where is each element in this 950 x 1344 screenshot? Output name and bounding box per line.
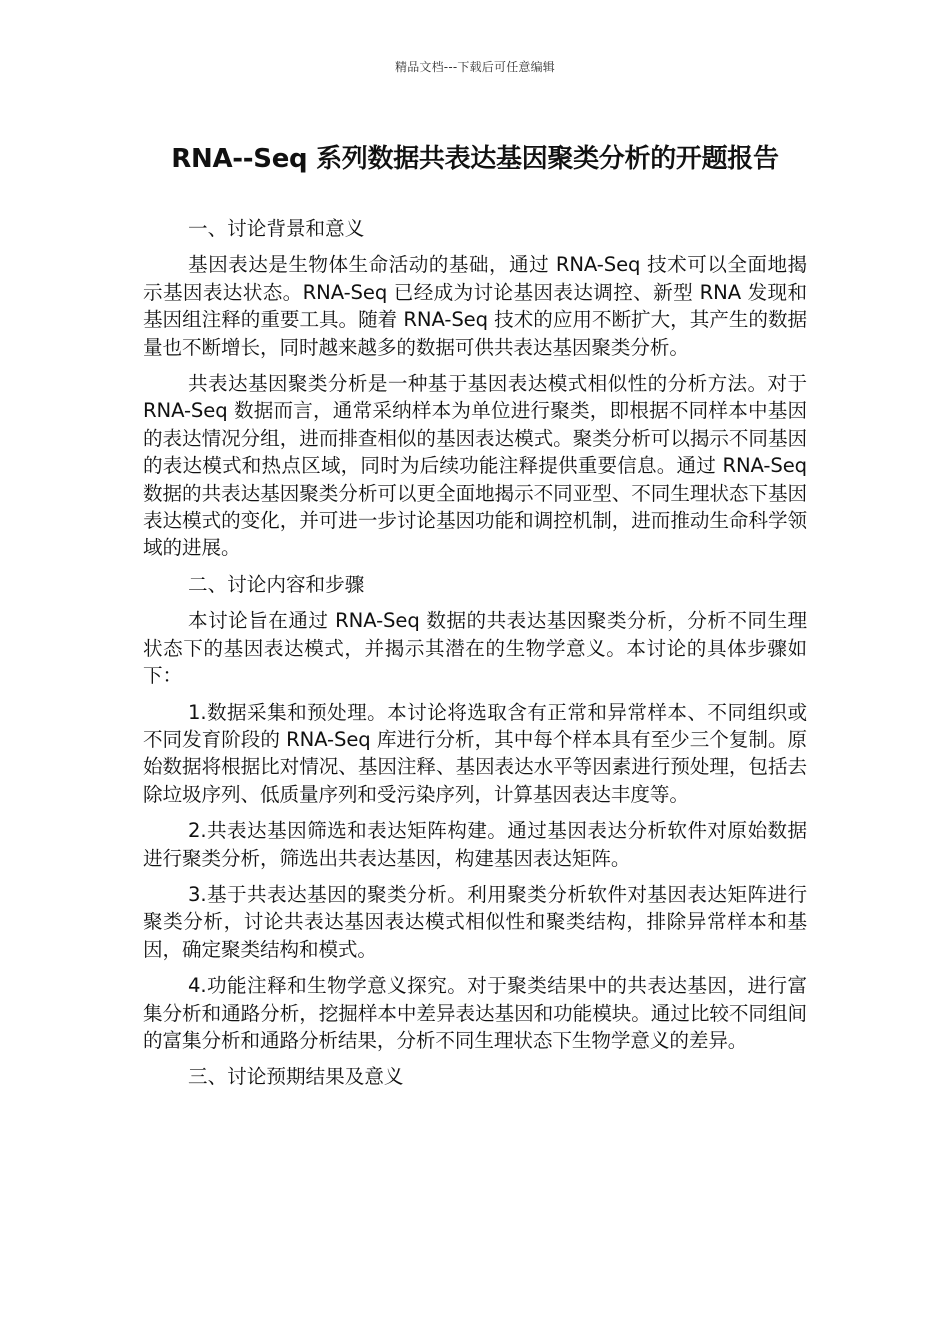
paragraph-step-1: 1.数据采集和预处理。本讨论将选取含有正常和异常样本、不同组织或不同发育阶段的 RNA-Seq 库进行分析，其中每个样本具有至少三个复制。原始数据将根据比对情况、基因注释、基因表达水平等因素进行预处理，包括去除垃圾序列、低质量序列和受污染序列，计算基因表达丰度等。	[143, 700, 807, 806]
paragraph-content-intro: 本讨论旨在通过 RNA-Seq 数据的共表达基因聚类分析，分析不同生理状态下的基因表达模式，并揭示其潜在的生物学意义。本讨论的具体步骤如下：	[143, 609, 807, 688]
document-body	[143, 215, 807, 1100]
document-title: RNA--Seq 系列数据共表达基因聚类分析的开题报告	[171, 144, 779, 174]
paragraph-background-1: 基因表达是生物体生命活动的基础，通过 RNA-Seq 技术可以全面地揭示基因表达状态。RNA-Seq 已经成为讨论基因表达调控、新型 RNA 发现和基因组注释的重要工具。随着 RNA-Seq 技术的应用不断扩大，其产生的数据量也不断增长，同时越来越多的数据可供共表达基因聚类分析。	[143, 253, 807, 359]
paragraph-background-2: 共表达基因聚类分析是一种基于基因表达模式相似性的分析方法。对于 RNA-Seq 数据而言，通常采纳样本为单位进行聚类，即根据不同样本中基因的表达情况分组，进而排查相似的基因表达模式。聚类分析可以揭示不同基因的表达模式和热点区域，同时为后续功能注释提供重要信息。通过 RNA-Seq 数据的共表达基因聚类分析可以更全面地揭示不同亚型、不同生理状态下基因表达模式的变化，并可进一步讨论基因功能和调控机制，进而推动生命科学领域的进展。	[143, 372, 807, 560]
section-heading-background: 一、讨论背景和意义	[188, 217, 365, 240]
paragraph-step-4: 4.功能注释和生物学意义探究。对于聚类结果中的共表达基因，进行富集分析和通路分析，挖掘样本中差异表达基因和功能模块。通过比较不同组间的富集分析和通路分析结果，分析不同生理状态下生物学意义的差异。	[143, 974, 807, 1052]
header-note: 精品文档---下载后可任意编辑	[395, 60, 555, 74]
section-heading-content-steps: 二、讨论内容和步骤	[188, 572, 365, 596]
paragraph-step-2: 2.共表达基因筛选和表达矩阵构建。通过基因表达分析软件对原始数据进行聚类分析，筛选出共表达基因，构建基因表达矩阵。	[143, 819, 807, 870]
paragraph-step-3: 3.基于共表达基因的聚类分析。利用聚类分析软件对基因表达矩阵进行聚类分析，讨论共表达基因表达模式相似性和聚类结构，排除异常样本和基因，确定聚类结构和模式。	[143, 882, 807, 961]
section-heading-expected-results: 三、讨论预期结果及意义	[188, 1065, 404, 1089]
